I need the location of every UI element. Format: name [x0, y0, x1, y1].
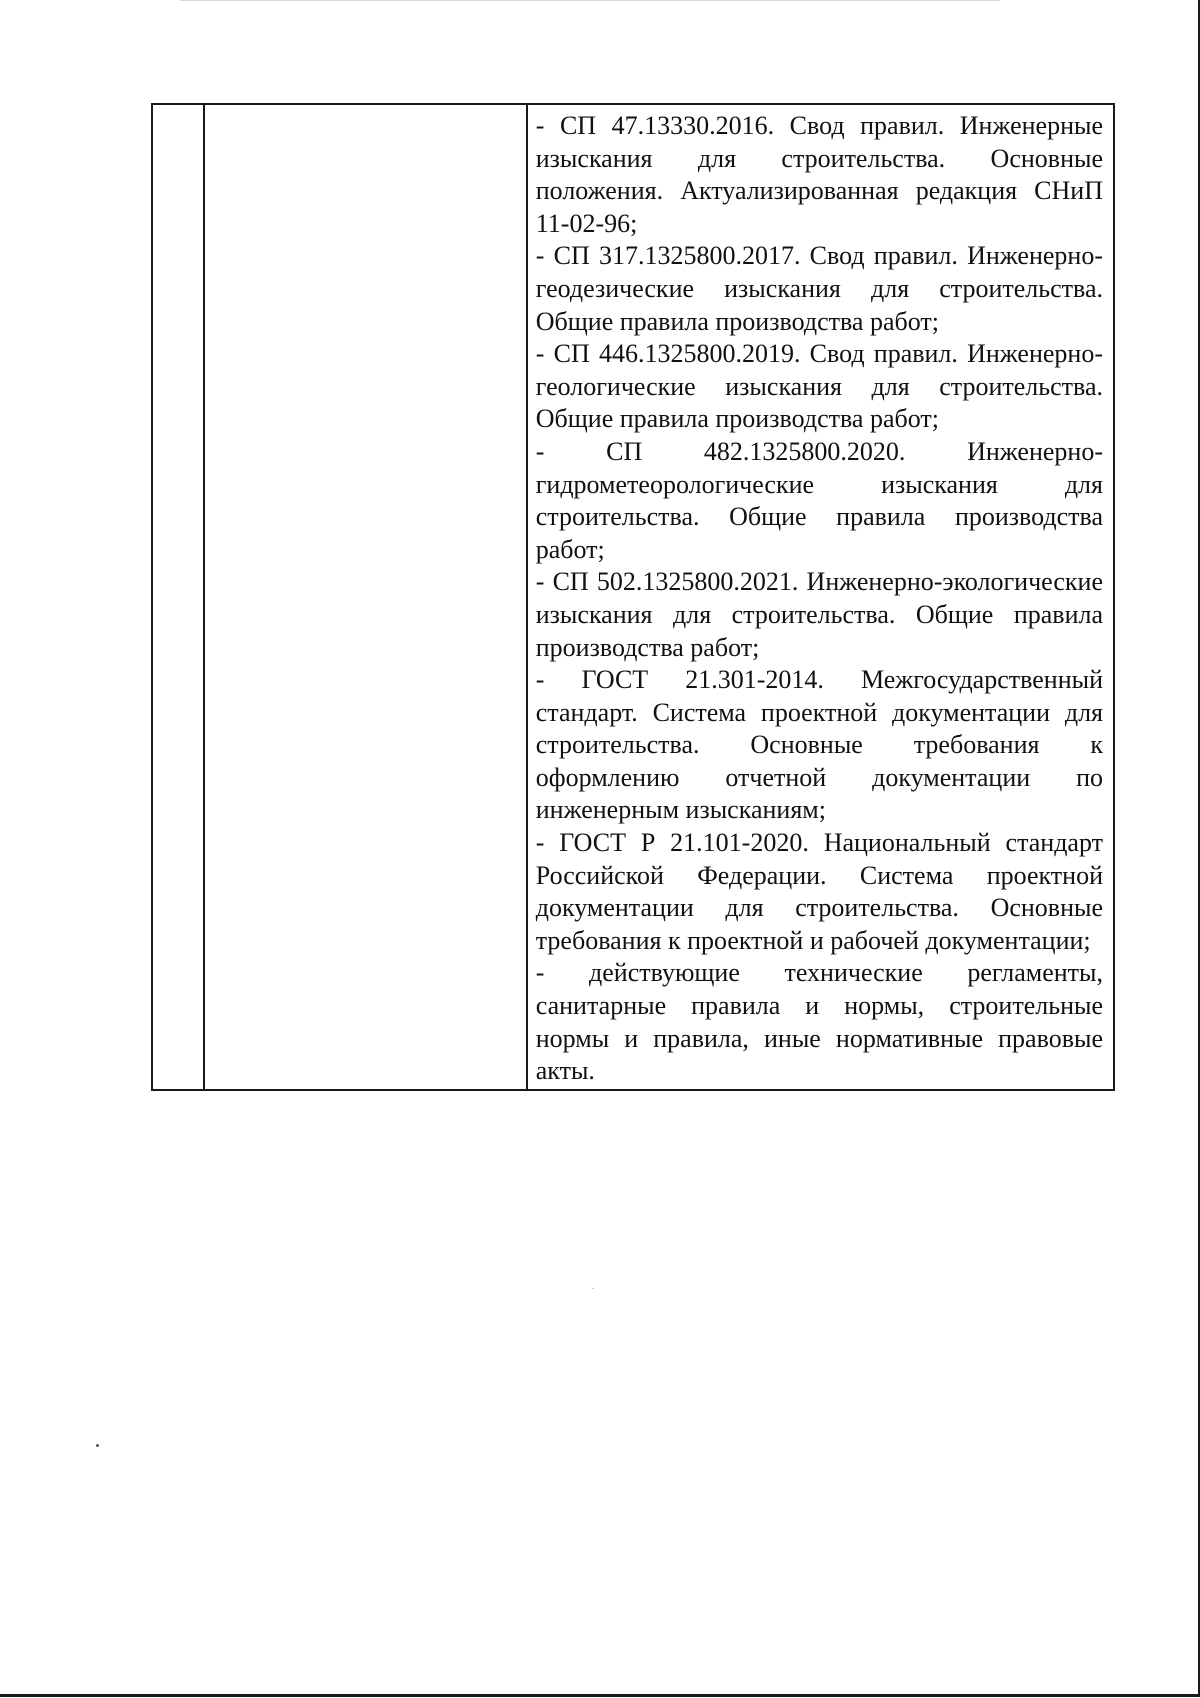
requirements-table: [151, 103, 1115, 1091]
regulation-entry: - СП 446.1325800.2019. Свод правил. Инженерно-геологические изыскания для строительства. Общие правила производства работ;: [535, 339, 1103, 434]
regulation-entry: - действующие технические регламенты, санитарные правила и нормы, строительные нормы и правила, иные нормативные правовые акты.: [535, 958, 1103, 1086]
row-name-cell: [204, 104, 527, 1090]
table-row: [152, 104, 1114, 1090]
regulation-entry: - СП 502.1325800.2021. Инженерно-экологические изыскания для строительства. Общие правила производства работ;: [535, 567, 1103, 662]
regulation-entry: - ГОСТ Р 21.101-2020. Национальный стандарт Российской Федерации. Система проектной документации для строительства. Основные требования к проектной и рабочей документации;: [535, 828, 1103, 955]
regulation-entry: - СП 482.1325800.2020. Инженерно-гидрометеорологические изыскания для строительства. Общие правила производства работ;: [535, 436, 1103, 564]
regulation-entry: - ГОСТ 21.301-2014. Межгосударственный стандарт. Система проектной документации для строительства. Основные требования к оформлению отчетной документации по инженерным изысканиям;: [535, 665, 1103, 825]
scan-top-edge: [180, 0, 1000, 1]
regulation-entry: - СП 317.1325800.2017. Свод правил. Инженерно-геодезические изыскания для строительства. Общие правила производства работ;: [535, 241, 1103, 336]
scan-speck: [592, 1288, 594, 1289]
regulation-entry: - СП 47.13330.2016. Свод правил. Инженерные изыскания для строительства. Основные положения. Актуализированная редакция СНиП 11-02-96;: [535, 111, 1103, 238]
scan-speck: [96, 1444, 99, 1447]
row-requirements-cell: [527, 104, 1114, 1090]
row-number-cell: [152, 104, 204, 1090]
